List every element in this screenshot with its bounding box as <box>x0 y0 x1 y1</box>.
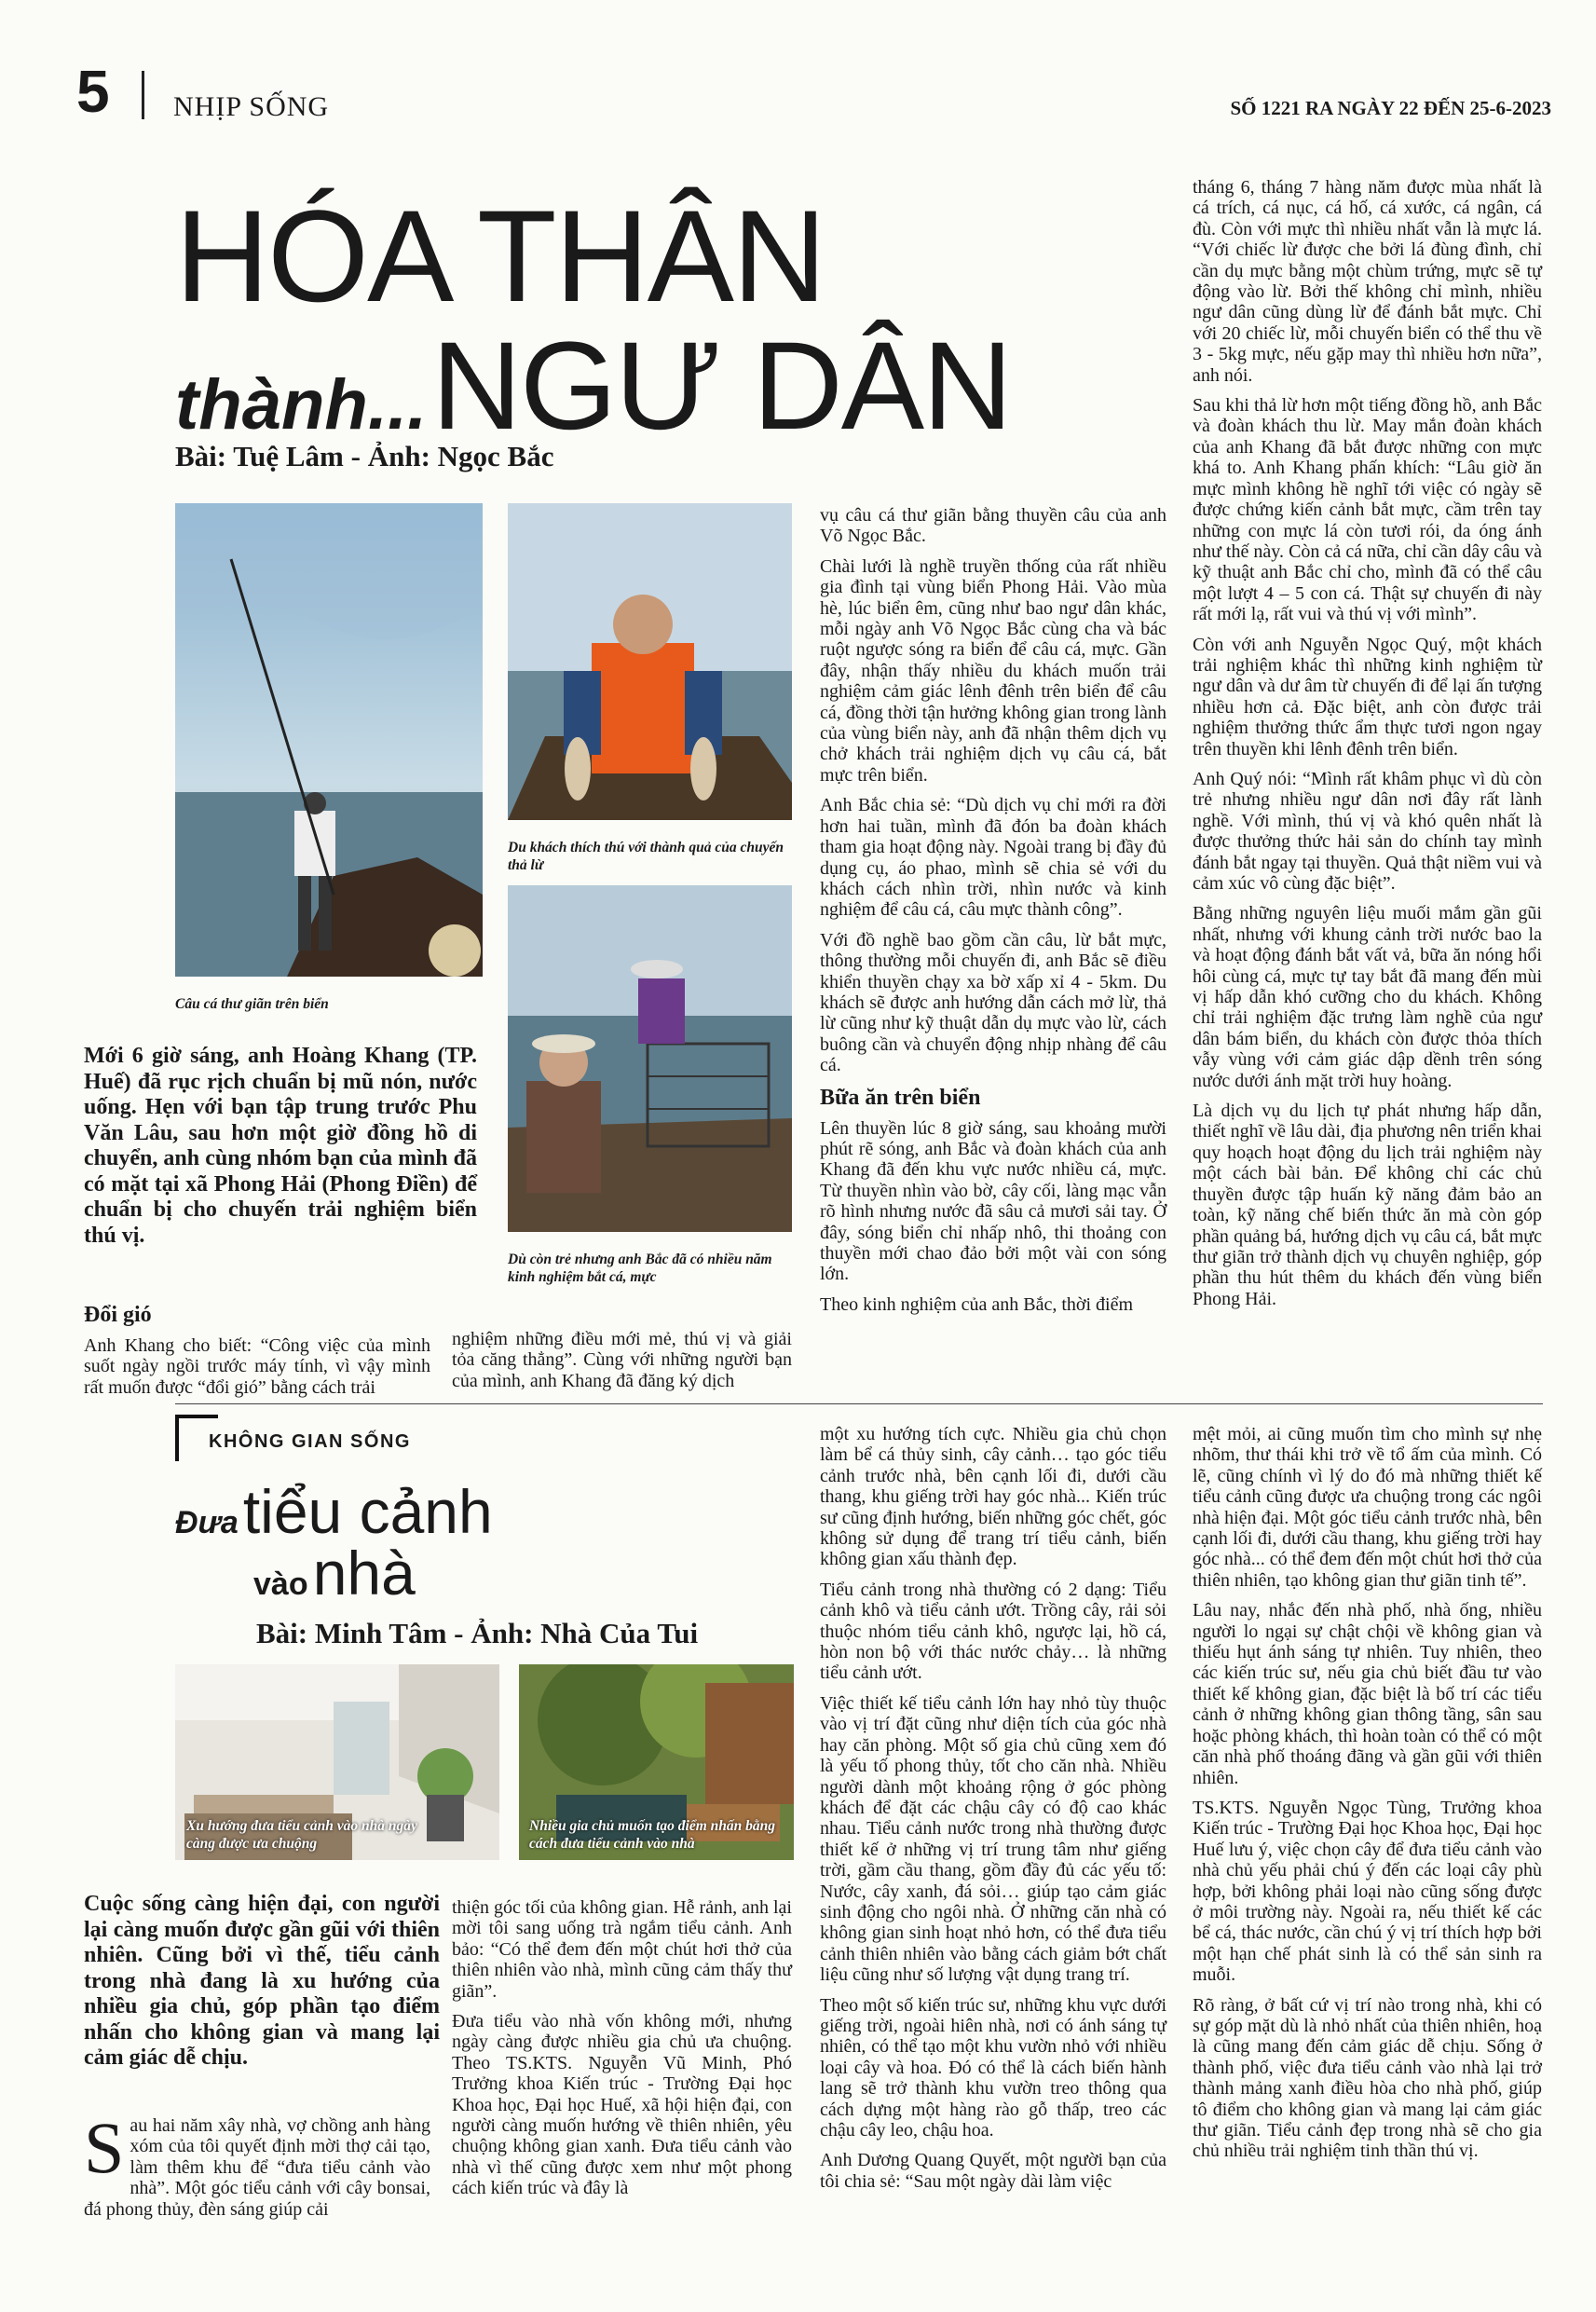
caption-interior: Xu hướng đưa tiểu cảnh vào nhà ngày càng được ưa chuộng <box>186 1818 417 1852</box>
dropcap: S <box>84 2107 125 2188</box>
paragraph: Chài lưới là nghề truyền thống của rất nhiều gia đình tại vùng biển Phong Hải. Vào mùa hè, lúc biển êm, cũng như bao ngư dân khác, mỗi ngày anh Võ Ngọc Bắc cùng cha và bác ruột ngược sóng ra biển để câu cá, mực. Gần đây, nhận thấy nhiều du khách muốn trải nghiệm cảm giác lênh đênh trên biển để câu cá, đồng thời tận hưởng không gian trong lành của vùng biển này, anh đã nhận thêm dịch vụ chở khách trải nghiệm dịch vụ câu cá, bắt mực trên biển. <box>820 555 1166 786</box>
paragraph: Là dịch vụ du lịch tự phát nhưng hấp dẫn, thiết nghĩ về lâu dài, địa phương nên triển khai quy hoạch hoạt động du lịch trải nghiệm này một cách bài bản. Để không chỉ các chủ thuyền được tập huấn kỹ năng đảm bảo an toàn, kỹ năng chế biến thức ăn mà còn góp phần quảng bá, hướng dịch vụ câu cá, bắt mực thư giãn trở thành dịch vụ chuyên nghiệp, góp phần thu hút thêm du khách đến vùng biển Phong Hải. <box>1193 1101 1542 1309</box>
photo-tourist <box>508 503 792 820</box>
title-word-vao: vào <box>253 1566 308 1602</box>
photo-old-fisher <box>508 885 792 1232</box>
subhead-doi-gio: Đổi gió <box>84 1303 152 1327</box>
paragraph: Theo kinh nghiệm của anh Bắc, thời điểm <box>820 1293 1134 1315</box>
header-divider <box>142 71 144 119</box>
paragraph: Đưa tiểu vào nhà vốn không mới, nhưng ngày càng được nhiều gia chủ ưa chuộng. Theo TS.KTS. Nguyễn Vũ Minh, Phó Trưởng khoa Kiến trúc - Trường Đại học Khoa học, Đại học Huế, xã hội hiện đại, con người càng muốn hướng về thiên nhiên, yêu chuộng không gian xanh. Đưa tiểu cảnh vào nhà vì thế cũng được xem như một phong cách kiến trúc và đây là <box>452 2011 792 2199</box>
article1-title-word: NGƯ DÂN <box>431 317 1011 456</box>
article1-column1 <box>84 1297 430 1407</box>
paragraph: vụ câu cá thư giãn bằng thuyền câu của anh Võ Ngọc Bắc. <box>820 505 1166 547</box>
article2-column4 <box>1193 1424 1542 2171</box>
page-number: 5 <box>76 58 110 125</box>
article1-byline: Bài: Tuệ Lâm - Ảnh: Ngọc Bắc <box>175 440 554 472</box>
caption-tourist: Du khách thích thú với thành quả của chuyến thả lừ <box>508 840 784 873</box>
article2-column2 <box>452 1897 792 2209</box>
article2-column1 <box>84 2107 430 2220</box>
article2-byline: Bài: Minh Tâm - Ảnh: Nhà Của Tui <box>256 1617 699 1649</box>
article1-column4 <box>1193 177 1542 1319</box>
paragraph: Sau khi thả lừ hơn một tiếng đồng hồ, anh Bắc và đoàn khách thu lừ. May mắn đoàn khách của anh Khang đã bắt được những con mực khá to. Anh Khang phấn khích: “Lâu giờ ăn mực mình không hề nghĩ tới việc có ngày sẽ được chứng kiến cảnh bắt mực, cầm trên tay những con mực lá còn tươi rói, da óng ánh như thế này. Còn cả cá nữa, chỉ cần dây câu và kỹ thuật anh Bắc chỉ cho, mình đã có thể câu một lượt 4 – 5 con cá. Thật sự chuyến đi này rất mới lạ, rất vui và thú vị với mình”. <box>1193 395 1542 625</box>
paragraph: nghiệm những điều mới mẻ, thú vị và giải tỏa căng thẳng”. Cùng với những người bạn của mình, anh Khang đã đăng ký dịch <box>452 1329 792 1391</box>
section-name: NHỊP SỐNG <box>173 91 330 122</box>
paragraph: Anh Dương Quang Quyết, một người bạn của tôi chia sẻ: “Sau một ngày dài làm việc <box>820 2150 1166 2192</box>
subhead-bua-an: Bữa ăn trên biển <box>820 1085 981 1110</box>
article1-column2 <box>452 1329 792 1401</box>
paragraph: Bằng những nguyên liệu muối mắm gần gũi nhất, nhưng với khung cảnh trời nước bao la và hoạt động đánh bắt vất vả, bữa ăn nóng hổi hôi cùng cá, mực tự tay bắt đã mang đến mùi vị hấp dẫn khó cưỡng cho du khách. Không chỉ trải nghiệm đặc trưng làm nghề của ngư dân bám biển, du khách còn được thỏa thích vẫy vùng với cảm giác dập dềnh trên sóng nước dưới ánh mặt trời huy hoàng. <box>1193 903 1542 1091</box>
title-word-nha: nhà <box>312 1539 416 1607</box>
paragraph: tháng 6, tháng 7 hàng năm được mùa nhất là cá trích, cá nục, cá hố, cá xước, cá ngân, cá đù. Còn với mực thì nhiều nhất vẫn là mực lá. “Với chiếc lừ được che bởi lá đùng đình, chỉ cần dụ mực bằng một chùm trứng, mực sẽ tự động vào lừ. Bởi thế không chỉ mình, nhiều ngư dân cũng dùng lừ để đánh bắt mực. Chỉ với 20 chiếc lừ, mỗi chuyến biển có thể thu về 3 - 5kg mực, nếu gặp may thì nhiều hơn nữa”, anh nói. <box>1193 177 1542 386</box>
paragraph: Lên thuyền lúc 8 giờ sáng, sau khoảng mười phút rẽ sóng, anh Bắc và đoàn khách của anh Khang đã đến khu vực nước nhiều cá, mực. Từ thuyền nhìn vào bờ, cây cối, làng mạc vẫn rõ hình nhưng nước đã sâu cả mươi sải tay. Ở đây, sóng biển chỉ nhấp nhô, thi thoảng con thuyền mới chao đảo bởi một vài con sóng lớn. <box>820 1117 1166 1285</box>
issue-info: SỐ 1221 RA NGÀY 22 ĐẾN 25-6-2023 <box>1230 97 1551 119</box>
section-label: KHÔNG GIAN SỐNG <box>209 1431 411 1452</box>
paragraph: Anh Quý nói: “Mình rất khâm phục vì dù còn trẻ nhưng nhiều ngư dân nơi đây rất lành nghề. Với mình, thú vị và khó quên nhất là được thưởng thức hải sản do chính tay mình đánh bắt ngay tại thuyền. Quả thật niềm vui và cảm xúc vô cùng đặc biệt”. <box>1193 768 1542 894</box>
caption-fisher: Câu cá thư giãn trên biển <box>175 996 329 1012</box>
paragraph: Với đồ nghề bao gồm cần câu, lừ bắt mực, thông thường mỗi chuyến đi, anh Bắc sẽ điều khiển thuyền chạy xa bờ xấp xỉ 4 - 5km. Du khách sẽ được anh hướng dẫn cách mở lừ, thả lừ cũng như kỹ thuật dẫn dụ mực vào lừ, cách buông cần và chuyển động nhịp nhàng để câu cá. <box>820 929 1166 1076</box>
paragraph: Tiểu cảnh trong nhà thường có 2 dạng: Tiểu cảnh khô và tiểu cảnh ướt. Trồng cây, rải sỏi thuộc nhóm tiểu cảnh khô, ngược lại, hồ cá, hòn non bộ với thác nước chảy… là những tiểu cảnh ướt. <box>820 1579 1166 1684</box>
article1-lead: Mới 6 giờ sáng, anh Hoàng Khang (TP. Huế) đã rục rịch chuẩn bị mũ nón, nước uống. Hẹn với bạn tập trung trước Phu Văn Lâu, sau hơn một giờ đồng hồ di chuyển, anh cùng nhóm bạn của mình đã có mặt tại xã Phong Hải (Phong Điền) để chuẩn bị cho chuyến trải nghiệm biển thú vị. <box>84 1044 477 1248</box>
paragraph: thiện góc tối của không gian. Hễ rảnh, anh lại mời tôi sang uống trà ngắm tiểu cảnh. Anh bảo: “Có thể đem đến một chút hơi thở của thiên nhiên vào nhà, mình cũng cảm thấy thư giãn”. <box>452 1897 792 2002</box>
article2-title-line2 <box>253 1538 416 1608</box>
paragraph: Anh Bắc chia sẻ: “Dù dịch vụ chỉ mới ra đời hơn hai tuần, mình đã đón ba đoàn khách tham gia hoạt động này. Ngoài trang bị đầy đủ dụng cụ, áo phao, mình sẽ chia sẻ với du khách cách nhìn trời, nhìn nước và kinh nghiệm để câu cá, câu mực thành công”. <box>820 795 1166 921</box>
article2-column3 <box>820 1424 1166 2201</box>
caption-garden: Nhiều gia chủ muốn tạo điểm nhấn bằng cách đưa tiểu cảnh vào nhà <box>529 1818 775 1852</box>
paragraph: mệt mỏi, ai cũng muốn tìm cho mình sự nhẹ nhõm, thư thái khi trở về tổ ấm của mình. Có lẽ, cũng chính vì lý do đó mà những thiết kế tiểu cảnh cũng được ưa chuộng trong các ngôi nhà hiện đại. Một góc tiểu cảnh trước nhà, bên cạnh lối đi, dưới cầu thang, khu giếng trời hay góc nhà... có thể đem đến một chút hơi thở của thiên nhiên, tạo không gian thư giãn tinh tế”. <box>1193 1424 1542 1591</box>
article1-title-line1: HÓA THÂN <box>175 183 825 329</box>
section-divider <box>175 1403 1543 1404</box>
paragraph: TS.KTS. Nguyễn Ngọc Tùng, Trưởng khoa Kiến trúc - Trường Đại học Khoa học, Đại học Huế lưu ý, việc chọn cây để đưa tiểu cảnh vào nhà chủ yếu phải chú ý đến các loại cây phù hợp, bởi không phải loại nào cũng sống được ở môi trường này. Ngoài ra, nếu thiết kế các bể cá, thác nước, cần chú ý vị trí thích hợp bởi một hạn chế phát sinh là có thể sản sinh ra muỗi. <box>1193 1797 1542 1986</box>
article2-lead: Cuộc sống càng hiện đại, con người lại càng muốn được gần gũi với thiên nhiên. Cũng bởi vì thế, tiểu cảnh trong nhà đang là xu hướng của nhiều gia chủ, góp phần tạo điểm nhấn cho không gian và mang lại cảm giác dễ chịu. <box>84 1892 440 2070</box>
paragraph: Lâu nay, nhắc đến nhà phố, nhà ống, nhiều người lo ngại sự chật chội về không gian và thiếu hụt ánh sáng tự nhiên. Tuy nhiên, theo các kiến trúc sư, nếu gia chủ biết đầu tư vào thiết kế không gian, đặc biệt là bố trí các tiểu cảnh ở những không gian thông tầng, sân sau hoặc phòng khách, thì hoàn toàn có thể có một căn nhà phố thoáng đãng và gần gũi với thiên nhiên. <box>1193 1600 1542 1788</box>
paragraph: Theo một số kiến trúc sư, những khu vực dưới giếng trời, ngoài hiên nhà, nơi có ánh sáng tự nhiên, có thể tạo một khu vườn nhỏ với nhiều loại cây và hoa. Đó có thể là cách biến hành lang sẽ trở thành khu vườn treo thông qua cách dựng một hàng rào gỗ thấp, treo các chậu cây leo, chậu hoa. <box>820 1994 1166 2141</box>
paragraph: một xu hướng tích cực. Nhiều gia chủ chọn làm bể cá thủy sinh, cây cảnh… tạo góc tiểu cảnh trước nhà, bên cạnh lối đi, dưới cầu thang, khu giếng trời hay góc nhà... Kiến trúc sư cũng định hướng, biến những góc chết, góc không sử dụng để trang trí tiểu cảnh, biến không gian xấu thành đẹp. <box>820 1424 1166 1570</box>
paragraph: Rõ ràng, ở bất cứ vị trí nào trong nhà, khi có sự góp mặt dù là nhỏ nhất của thiên nhiên, hoạ là cũng mang đến cảm giác dễ chịu. Sống ở thành phố, việc đưa tiểu cảnh vào nhà lại trở thành mảng xanh điều hòa cho nhà phố, giúp tô điểm cho không gian và mang lại cảm giác thư giãn. Tiểu cảnh đẹp trong nhà sẽ cho gia chủ nhiều trải nghiệm tinh thần thú vị. <box>1193 1994 1542 2162</box>
paragraph: Còn với anh Nguyễn Ngọc Quý, một khách trải nghiệm khác thì những kinh nghiệm từ ngư dân và dư âm từ chuyến đi để lại ấn tượng nhiều hơn cả. Đặc biệt, anh còn được trải nghiệm thưởng thức ẩm thực tươi ngon ngay trên thuyền khi lênh đênh trên biển. <box>1193 634 1542 759</box>
article1-title-italic: thành... <box>175 365 428 445</box>
article1-column3 <box>820 505 1166 1324</box>
paragraph: Việc thiết kế tiểu cảnh lớn hay nhỏ tùy thuộc vào vị trí đặt cũng như diện tích của góc nhà hay căn phòng. Một số gia chủ cũng xem đó là yếu tố phong thủy, tốt cho căn nhà. Nhiều người dành một khoảng rộng ở góc phòng khách để đặt các chậu cây có độ cao khác nhau. Tiểu cảnh nước trong nhà thường được thiết kế ở những vị trí trung tâm như giếng trời, gầm cầu thang, gồm đầy đủ các yếu tố: Nước, cây xanh, đá sỏi… giúp tạo cảm giác sinh động cho ngôi nhà. Ở những căn nhà có không gian sinh hoạt nhỏ hơn, có thể đưa tiểu cảnh thiên nhiên vào bằng cách giảm bớt chất liệu cũng như số lượng vật dụng trang trí. <box>820 1692 1166 1986</box>
title-word-tieu-canh: tiểu cảnh <box>242 1477 493 1546</box>
paragraph-dropcap: Sau hai năm xây nhà, vợ chồng anh hàng xóm của tôi quyết định mời thợ cải tạo, làm thêm khu để “đưa tiểu cảnh vào nhà”. Một góc tiểu cảnh với cây bonsai, đá phong thủy, đèn sáng giúp cải <box>84 2107 430 2220</box>
article2-title-line1 <box>175 1476 493 1547</box>
title-word-dua: Đưa <box>175 1505 239 1540</box>
photo-fisher <box>175 503 483 977</box>
article1-title-line2 <box>175 315 1011 458</box>
paragraph: Anh Khang cho biết: “Công việc của mình suốt ngày ngồi trước máy tính, vì vậy mình rất muốn được “đổi gió” bằng cách trải <box>84 1335 430 1398</box>
caption-old-fisher: Dù còn trẻ nhưng anh Bắc đã có nhiều năm kinh nghiệm bắt cá, mực <box>508 1252 772 1285</box>
